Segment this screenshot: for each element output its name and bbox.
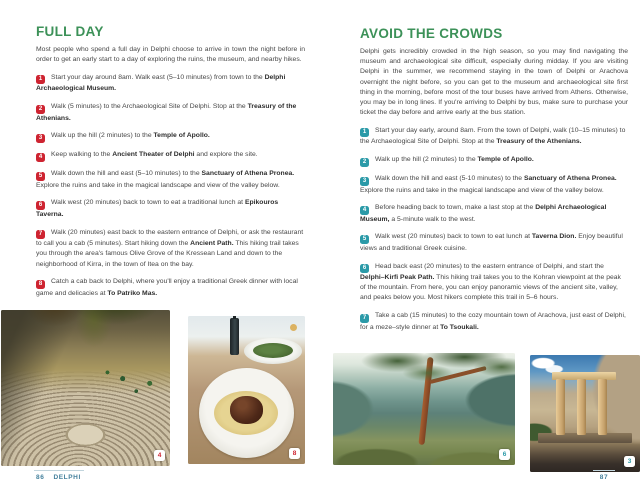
step-item bbox=[360, 174, 628, 196]
step-number-badge: 1 bbox=[360, 128, 369, 137]
ruin-column-shape bbox=[577, 379, 586, 435]
step-text: Before heading back to town, make a last stop at the bbox=[375, 204, 536, 212]
step-item bbox=[36, 277, 305, 299]
step-item bbox=[36, 102, 305, 124]
right-page-column bbox=[360, 26, 628, 333]
step-text: Explore the ruins and take in the magical landscape and view of the valley below. bbox=[360, 186, 604, 194]
left-page-title: FULL DAY bbox=[36, 24, 104, 39]
step-text: Start your day early, around 8am. From the town of Delphi, walk (10–15 minutes) to the Archaeological Site of Delphi. Stop at the bbox=[360, 126, 626, 146]
salad-plate-shape bbox=[244, 338, 302, 364]
photo-tholos-sanctuary-ruins bbox=[530, 355, 640, 472]
step-item bbox=[36, 150, 305, 162]
step-text-bold: Delphi Archaeological Museum, bbox=[360, 204, 607, 223]
step-text-bold: Taverna Dion. bbox=[531, 233, 577, 241]
step-text-bold: Delphi–Kirfi Peak Path. bbox=[360, 274, 435, 282]
photo-taverna-lunch bbox=[188, 316, 305, 464]
step-text-bold: Treasury of the Athenians. bbox=[36, 103, 297, 122]
step-item bbox=[36, 169, 305, 191]
left-page-column bbox=[36, 24, 305, 299]
step-item bbox=[360, 126, 628, 148]
step-number-badge: 5 bbox=[36, 172, 45, 181]
step-number-badge: 4 bbox=[360, 206, 369, 215]
page-number: 86 bbox=[36, 474, 45, 481]
step-item bbox=[36, 73, 305, 95]
step-item bbox=[36, 228, 305, 270]
pine-canopy-shape bbox=[347, 353, 515, 389]
photo-number-badge: 8 bbox=[289, 448, 300, 459]
step-number-badge: 4 bbox=[36, 153, 45, 162]
step-number-badge: 1 bbox=[36, 75, 45, 84]
step-text-bold: Ancient Theater of Delphi bbox=[112, 151, 195, 159]
left-page-intro: Most people who spend a full day in Delphi choose to arrive in town the night before in order to get an early start to a day of exploring the ruins, the museum, and nearby hikes. bbox=[36, 46, 305, 64]
step-item bbox=[360, 311, 628, 333]
step-number-badge: 2 bbox=[360, 158, 369, 167]
ruin-column-shape bbox=[598, 379, 607, 435]
wine-bottle-shape bbox=[230, 318, 239, 355]
photo-mountain-valley-pine bbox=[333, 353, 515, 465]
step-text: a 5-minute walk to the west. bbox=[389, 215, 476, 223]
step-number-badge: 6 bbox=[36, 201, 45, 210]
step-number-badge: 7 bbox=[360, 314, 369, 323]
step-text: Walk west (20 minutes) back to town to eat a traditional lunch at bbox=[51, 199, 245, 207]
step-text: Walk west (20 minutes) back to town to eat lunch at bbox=[375, 233, 532, 241]
step-text-bold: Sanctuary of Athena Pronea. bbox=[523, 175, 617, 182]
wine-glass-shape bbox=[290, 324, 297, 331]
step-item bbox=[36, 198, 305, 220]
step-text: Walk up the hill (2 minutes) to the bbox=[375, 156, 478, 163]
braised-meat-shape bbox=[230, 396, 263, 424]
step-text: Walk (20 minutes) east back to the eastern entrance of Delphi, or ask the restaurant to call you a cab (5 minutes). Start hiking down the bbox=[36, 228, 304, 248]
step-text: Head back east (20 minutes) to the eastern entrance of Delphi, and start the bbox=[375, 262, 604, 270]
step-number-badge: 5 bbox=[360, 235, 369, 244]
step-text-bold: Epikouros Taverna. bbox=[36, 199, 279, 218]
step-text-bold: Ancient Path. bbox=[190, 240, 234, 248]
right-page-title: AVOID THE CROWDS bbox=[360, 26, 503, 41]
step-text-bold: Treasury of the Athenians. bbox=[496, 138, 582, 146]
step-item bbox=[360, 155, 628, 167]
left-page-footer bbox=[36, 474, 81, 481]
dinner-plate-shape bbox=[199, 368, 294, 458]
step-text-bold: Temple of Apollo. bbox=[477, 156, 534, 163]
section-label: DELPHI bbox=[53, 474, 81, 481]
step-text-bold: To Tsoukali. bbox=[440, 323, 479, 331]
step-text-bold: Temple of Apollo. bbox=[153, 132, 210, 140]
right-page-footer bbox=[593, 474, 615, 481]
step-text-bold: Sanctuary of Athena Pronea. bbox=[201, 170, 295, 178]
step-item bbox=[360, 262, 628, 304]
photo-number-badge: 3 bbox=[624, 456, 635, 467]
step-text: Keep walking to the bbox=[51, 151, 113, 159]
page-number: 87 bbox=[599, 474, 609, 481]
step-text: This hiking trail takes you through the area's famous Olive Grove of the Kressean Land and down to the neighborhood of Kirra, in the town of Itea on the bay. bbox=[36, 240, 299, 268]
step-number-badge: 8 bbox=[36, 280, 45, 289]
step-text: Walk up the hill (2 minutes) to the bbox=[51, 132, 154, 140]
step-text: Walk (5 minutes) to the Archaeological Site of Delphi. Stop at the bbox=[51, 103, 248, 111]
step-item bbox=[36, 131, 305, 143]
step-text: Enjoy beautiful views and traditional Greek cuisine. bbox=[360, 233, 623, 252]
step-text: and explore the site. bbox=[194, 151, 258, 159]
step-text: Walk down the hill and east (5-10 minutes) to the bbox=[375, 175, 524, 182]
step-number-badge: 6 bbox=[360, 264, 369, 273]
step-text: Catch a cab back to Delphi, where you'll enjoy a traditional Greek dinner with local game and delicacies at bbox=[36, 278, 298, 297]
photo-number-badge: 4 bbox=[154, 450, 165, 461]
step-item bbox=[360, 203, 628, 225]
right-page-intro: Delphi gets incredibly crowded in the high season, so you may find navigating the museum and archaeological site difficult, especially during midday. If you are visiting Delphi in the summer, we recommend staying in the town of Delphi or Arachova overnight the night before, so you can get to the museum and archaeological site first thing in the morning, before most of the tour buses have arrived from Athens. Otherwise, you may be in long lines. If you're arriving to Delphi by bus, make sure to purchase your ticket the day before and arrive early at the bus station. bbox=[360, 48, 628, 117]
footer-rule bbox=[34, 470, 84, 471]
step-text: Explore the ruins and take in the magical landscape and view of the valley below. bbox=[36, 181, 280, 189]
step-text: Walk down the hill and east (5–10 minutes) to the bbox=[51, 170, 202, 178]
step-text: Take a cab (15 minutes) to the cozy mountain town of Arachova, just east of Delphi, for a meze–style dinner at bbox=[360, 312, 626, 331]
step-number-badge: 3 bbox=[36, 134, 45, 143]
step-text-bold: Delphi Archaeological Museum. bbox=[36, 73, 286, 93]
step-text-bold: To Patriko Mas. bbox=[107, 289, 158, 297]
salad-greens-shape bbox=[253, 343, 293, 358]
step-item bbox=[360, 232, 628, 254]
ruin-column-shape bbox=[556, 379, 565, 435]
photo-number-badge: 6 bbox=[499, 449, 510, 460]
step-number-badge: 7 bbox=[36, 230, 45, 239]
step-text: This hiking trail takes you to the Kohran viewpoint at the peak of the mountain. From here, you can enjoy panoramic views of the ancient site, valley, and peaks below you. Most hikers complete this trail in 5–6 hours. bbox=[360, 274, 621, 302]
step-number-badge: 2 bbox=[36, 105, 45, 114]
photo-ancient-theater-of-delphi bbox=[1, 310, 170, 466]
step-text: Start your day around 8am. Walk east (5–10 minutes) from town to the bbox=[51, 73, 265, 81]
footer-rule bbox=[593, 470, 615, 471]
step-number-badge: 3 bbox=[360, 177, 369, 186]
